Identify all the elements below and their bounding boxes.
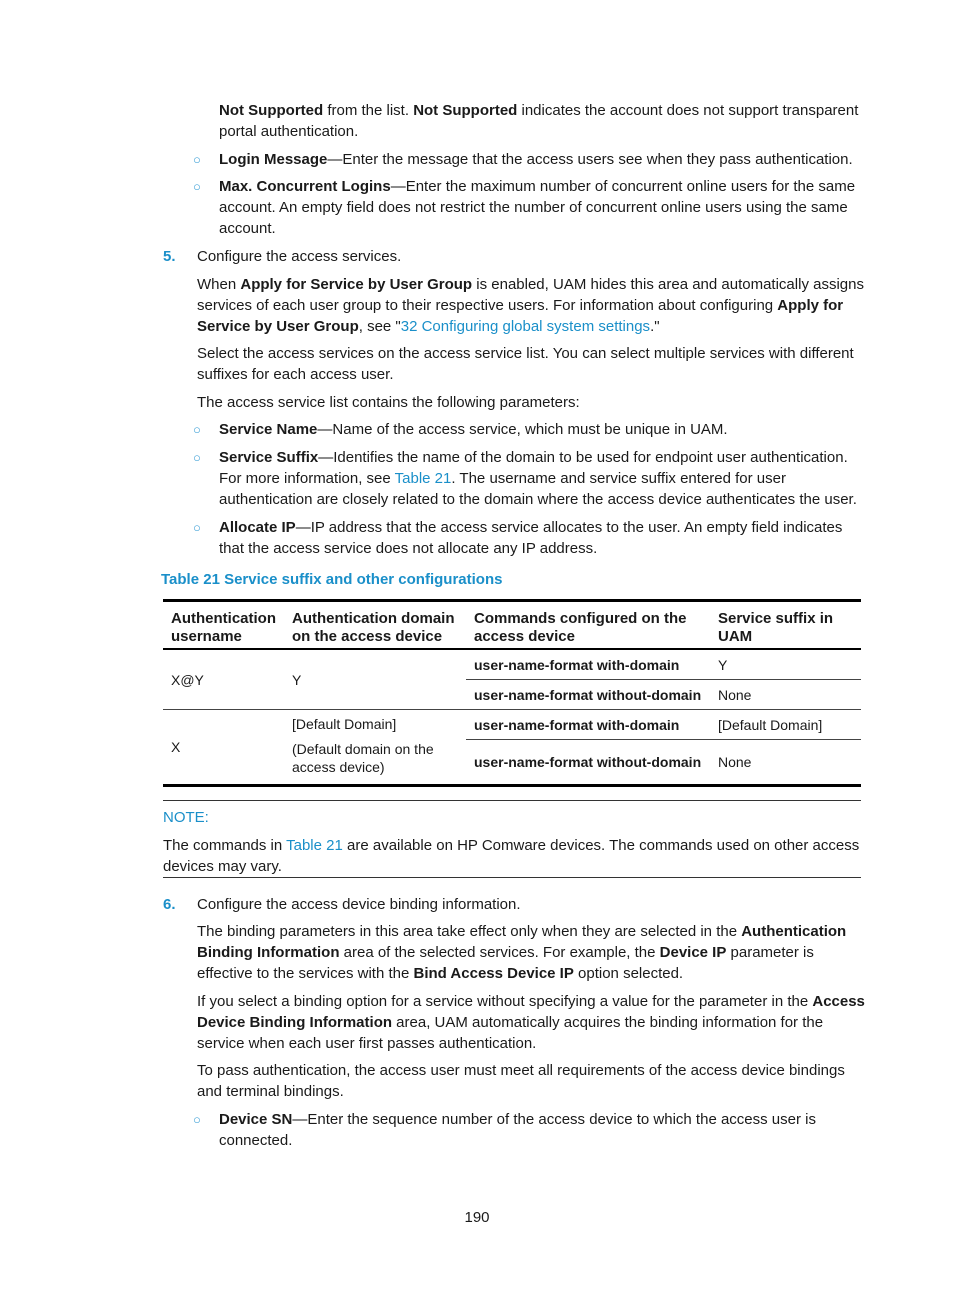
list-item-text: . The username and service suffix entered for user authentication are closely related to the domain where the access device authenticates the user. <box>219 470 857 508</box>
domain-line-1: [Default Domain] <box>292 716 397 732</box>
bold-text: Access Device Binding Information <box>197 993 865 1031</box>
bullet-icon: ○ <box>193 179 201 194</box>
intro-text-2: indicates the account does not support transparent portal authentication. <box>219 102 859 140</box>
note-top-rule <box>163 800 861 801</box>
page-number: 190 <box>464 1209 490 1226</box>
text: are available on HP Comware devices. The commands used on other access devices may vary. <box>163 837 860 875</box>
column-header: Commands configured on the access device <box>466 601 710 650</box>
table-cell-suffix: None <box>710 680 861 710</box>
step-number-6: 6. <box>163 896 176 913</box>
note-bottom-rule <box>163 877 861 878</box>
text: is enabled, UAM hides this area and automatically assigns services of each user group to their respective users. For information about configuring <box>197 276 864 314</box>
step-5-paragraph-2: Select the access services on the access service list. You can select multiple services with different suffixes for each access user. <box>197 345 854 383</box>
bullet-icon: ○ <box>193 520 201 535</box>
list-item-service-name <box>219 419 865 440</box>
column-header: Service suffix in UAM <box>710 601 861 650</box>
step-6-title: Configure the access device binding information. <box>197 896 521 913</box>
bold-text: Bind Access Device IP <box>413 965 574 982</box>
text: , see " <box>358 318 401 335</box>
list-item-bold: Device SN <box>219 1111 293 1128</box>
text: area of the selected services. For example, the <box>339 944 660 961</box>
list-item-login-message <box>219 149 865 170</box>
list-item-text: —Name of the access service, which must be unique in UAM. <box>317 421 728 438</box>
service-suffix-table <box>163 599 861 787</box>
table-row <box>163 649 861 680</box>
list-item-bold: Service Name <box>219 421 318 438</box>
bullet-icon: ○ <box>193 450 201 465</box>
text: If you select a binding option for a service without specifying a value for the parameter in the <box>197 993 813 1010</box>
step-6-paragraph-3: To pass authentication, the access user must meet all requirements of the access device bindings and terminal bindings. <box>197 1062 845 1100</box>
intro-paragraph <box>219 100 865 142</box>
list-item-bold: Login Message <box>219 151 328 168</box>
table-row <box>163 710 861 740</box>
bullet-icon: ○ <box>193 422 201 437</box>
list-item-text: —IP address that the access service allocates to the user. An empty field indicates that the access service does not allocate any IP address. <box>219 519 843 557</box>
bold-text: Apply for Service by User Group <box>197 297 844 335</box>
table-cell-domain <box>284 710 466 786</box>
list-item-max-concurrent-logins <box>219 176 865 239</box>
text: ." <box>650 318 660 335</box>
list-item-text: —Enter the message that the access users see when they pass authentication. <box>327 151 853 168</box>
bold-text: Authentication Binding Information <box>197 923 847 961</box>
step-6-paragraph-2 <box>197 991 865 1054</box>
list-item-text: —Identifies the name of the domain to be used for endpoint user authentication. For more information, see <box>219 449 848 487</box>
table-21-link[interactable]: Table 21 <box>394 470 452 487</box>
text: parameter is effective to the services with the <box>197 944 814 982</box>
step-5-paragraph-3: The access service list contains the following parameters: <box>197 394 580 411</box>
table-header-row <box>163 601 861 650</box>
table-cell-command: user-name-format with-domain <box>466 649 710 680</box>
table-21-link[interactable]: Table 21 <box>286 837 343 854</box>
list-item-device-sn <box>219 1109 865 1151</box>
list-item-bold: Service Suffix <box>219 449 319 466</box>
table-cell-command: user-name-format with-domain <box>466 710 710 740</box>
step-6-paragraph-1 <box>197 921 865 984</box>
text: area, UAM automatically acquires the binding information for the service when each user first passes authentication. <box>197 1014 824 1052</box>
table-cell-domain: Y <box>284 649 466 710</box>
step-5-title: Configure the access services. <box>197 248 402 265</box>
global-settings-link[interactable]: 32 Configuring global system settings <box>400 318 651 335</box>
step-number-5: 5. <box>163 248 176 265</box>
intro-text-1: from the list. <box>323 102 414 119</box>
note-text <box>163 835 863 877</box>
bold-text: Device IP <box>659 944 727 961</box>
table-cell-suffix: [Default Domain] <box>710 710 861 740</box>
domain-line-2: (Default domain on the access device) <box>292 741 434 775</box>
list-item-bold: Allocate IP <box>219 519 296 536</box>
bullet-icon: ○ <box>193 152 201 167</box>
list-item-service-suffix <box>219 447 865 510</box>
table-cell-suffix: Y <box>710 649 861 680</box>
table-cell-username: X@Y <box>163 649 284 710</box>
bullet-icon: ○ <box>193 1112 201 1127</box>
list-item-text: —Enter the sequence number of the access device to which the access user is connected. <box>219 1111 816 1149</box>
column-header: Authentication domain on the access device <box>284 601 466 650</box>
table-cell-command: user-name-format without-domain <box>466 680 710 710</box>
table-cell-suffix: None <box>710 740 861 786</box>
text: The binding parameters in this area take effect only when they are selected in the <box>197 923 742 940</box>
list-item-text: —Enter the maximum number of concurrent online users for the same account. An empty field does not restrict the number of concurrent online users using the same account. <box>219 178 856 237</box>
intro-bold-2: Not Supported <box>413 102 518 119</box>
text: option selected. <box>573 965 684 982</box>
text: The commands in <box>163 837 287 854</box>
table-cell-username: X <box>163 710 284 786</box>
list-item-allocate-ip <box>219 517 865 559</box>
table-caption: Table 21 Service suffix and other configurations <box>161 571 503 588</box>
list-item-bold: Max. Concurrent Logins <box>219 178 391 195</box>
text: When <box>197 276 241 293</box>
step-5-paragraph-1 <box>197 274 865 337</box>
column-header: Authentication username <box>163 601 284 650</box>
note-label: NOTE: <box>163 809 209 826</box>
intro-bold-1: Not Supported <box>219 102 324 119</box>
bold-text: Apply for Service by User Group <box>240 276 473 293</box>
table-cell-command: user-name-format without-domain <box>466 740 710 786</box>
